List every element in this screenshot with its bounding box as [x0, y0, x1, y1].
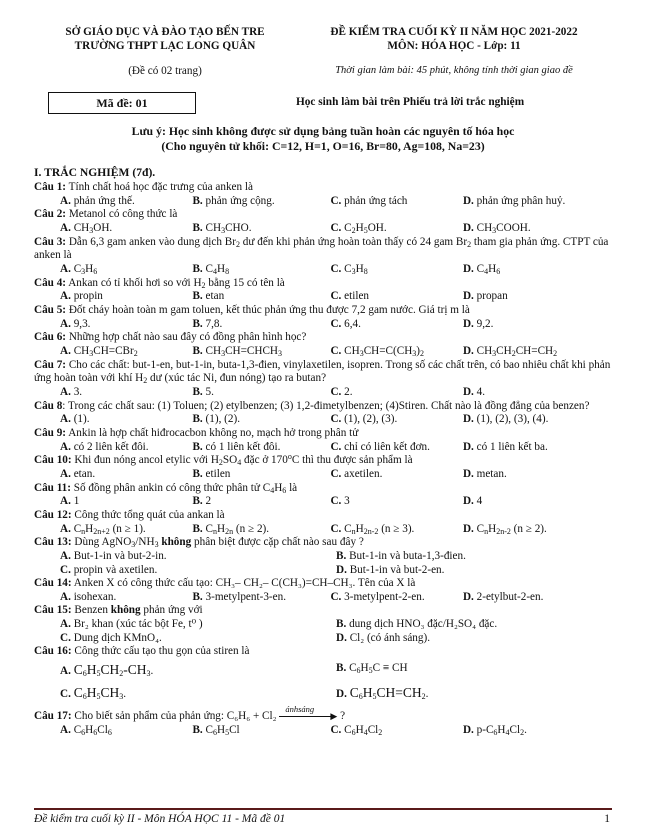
question-14: Câu 14: Anken X có công thức cấu tạo: CH₃– CH₂– C(CH₃)=CH–CH₃. Tên của X là	[34, 577, 416, 590]
option-a: A. Br₂ khan (xúc tác bột Fe, t⁰ )	[60, 618, 203, 631]
option-b: B. $C_6H_5Cl$	[192, 724, 240, 738]
option-d: D. $p-C_6H_4Cl_2$.	[462, 724, 527, 738]
option-a: A. $C_6H_6Cl_6$	[60, 724, 112, 738]
option-c: C. $C_2H_5OH$.	[330, 222, 387, 236]
option-b: B. 5.	[192, 385, 214, 398]
options-5	[34, 318, 612, 332]
question-list	[34, 166, 612, 738]
option-d: D. 4	[462, 495, 483, 508]
question-1: Câu 1: Tính chất hoá học đặc trưng của anken là	[34, 181, 253, 194]
time-allowed: Thời gian làm bài: 45 phút, không tính thời gian giao đề	[335, 65, 573, 77]
options-8	[34, 413, 612, 427]
option-b: B. But-1-in và buta-1,3-đien.	[336, 549, 466, 562]
option-a: A. isohexan.	[60, 590, 117, 603]
question-11: Câu 11: Số đồng phân ankin có công thức phân tử $C_4H_6$ là	[34, 481, 298, 495]
option-a: A. $CH_3CH=CBr_2$	[60, 345, 138, 359]
warning-line-1: Lưu ý: Học sinh không được sử dụng bảng tuần hoàn các nguyên tố hóa học	[131, 124, 515, 138]
question-2: Câu 2: Metanol có công thức là	[34, 208, 178, 221]
question-9: Câu 9: Ankin là hợp chất hiđrocacbon không no, mạch hở trong phân tử	[34, 426, 359, 439]
option-d: D. 9,2.	[462, 317, 494, 330]
options-14	[34, 591, 612, 605]
page-count: (Đề có 02 trang)	[128, 65, 202, 78]
question-12: Câu 12: Công thức tổng quát của ankan là	[34, 508, 225, 521]
options-16	[34, 662, 612, 679]
option-c: C. $C_3H_8$	[330, 263, 368, 277]
option-d: D. Cl₂ (có ánh sáng).	[336, 631, 431, 644]
question-15: Câu 15: Benzen không phản ứng với	[34, 604, 203, 617]
option-c: C. Dung dịch KMnO₄.	[60, 631, 162, 644]
question-5: Câu 5: Đốt cháy hoàn toàn m gam toluen, kết thúc phản ứng thu được 7,2 gam nước. Giá trị m là	[34, 304, 470, 317]
option-d: D. metan.	[462, 467, 507, 480]
school-block	[34, 26, 296, 79]
warning-line-2: (Cho nguyên tử khối: C=12, H=1, O=16, Br=80, Ag=108, Na=23)	[161, 139, 485, 154]
option-d: D. có 1 liên kết ba.	[462, 440, 548, 453]
question-7: Câu 7: Cho các chất: but-1-en, but-1-in, buta-1,3-đien, vinylaxetilen, isopren. Trong số các chất trên, có bao nhiêu chất khi phản ứng hoàn toàn với khí $H_2$ dư (xúc tác Ni, đun nóng) tạo ra butan?	[34, 358, 611, 386]
option-d: D. $C_4H_6$	[462, 263, 501, 277]
option-d: D. $CH_3CH_2CH=CH_2$	[462, 345, 558, 359]
question-4: Câu 4: Ankan có tỉ khối hơi so với $H_2$ bằng 15 có tên là	[34, 276, 285, 290]
option-c: C. axetilen.	[330, 467, 383, 480]
option-c: C. 3	[330, 495, 350, 508]
exam-title-block	[296, 26, 612, 78]
options-3	[34, 263, 612, 277]
question-13: Câu 13: Dùng $AgNO_3/NH_3$ không phân biệt được cặp chất nào sau đây ?	[34, 536, 364, 550]
option-b: B. $C_nH_{2n}$ (n ≥ 2).	[192, 522, 270, 536]
warning-note	[0, 124, 646, 155]
option-a: A. (1).	[60, 413, 90, 426]
option-a: A. $CH_3OH$.	[60, 222, 113, 236]
option-c: C. $C_6H_4Cl_2$	[330, 724, 383, 738]
option-c: C. propin và axetilen.	[60, 563, 158, 576]
option-b: B. (1), (2).	[192, 413, 241, 426]
exam-header	[34, 26, 612, 86]
option-b: B. có 1 liên kết đôi.	[192, 440, 281, 453]
option-d: D. 4.	[462, 385, 486, 398]
footer-divider	[34, 808, 612, 810]
option-d: D. 2-etylbut-2-en.	[462, 590, 544, 603]
option-a: A. 1	[60, 495, 80, 508]
option-a: A. $C_nH_{2n+2}$ (n ≥ 1).	[60, 522, 146, 536]
options-4	[34, 290, 612, 304]
option-a: A. etan.	[60, 467, 96, 480]
option-c: C. chỉ có liên kết đơn.	[330, 440, 430, 453]
options-13b	[34, 564, 612, 578]
option-b: B. $C_4H_8$	[192, 263, 230, 277]
department-name: SỞ GIÁO DỤC VÀ ĐÀO TẠO BẾN TRE	[65, 26, 265, 38]
option-a: A. 9,3.	[60, 317, 91, 330]
options-1	[34, 195, 612, 209]
option-a: A. $C_3H_6$	[60, 263, 98, 277]
option-a: A. 3.	[60, 385, 83, 398]
option-b: B. dung dịch HNO₃ đặc/H₂SO₄ đặc.	[336, 618, 498, 631]
option-b: B. phản ứng cộng.	[192, 194, 275, 207]
footer-text: Đề kiểm tra cuối kỳ II - Môn HÓA HỌC 11 - Mã đề 01	[34, 813, 286, 825]
section-title: I. TRẮC NGHIỆM (7đ).	[34, 166, 156, 179]
option-c: C. $CH_3CH=C(CH_3)_2$	[330, 345, 425, 359]
option-a: A. But-1-in và but-2-in.	[60, 549, 167, 562]
page-number: 1	[604, 813, 610, 825]
option-b: B. etilen	[192, 467, 231, 480]
option-b: B. 7,8.	[192, 317, 223, 330]
option-d: D. $C_6H_5CH=CH_2$.	[336, 684, 429, 701]
subject: MÔN: HÓA HỌC - Lớp: 11	[387, 39, 521, 52]
options-12	[34, 523, 612, 537]
options-13	[34, 550, 612, 564]
school-name: TRƯỜNG THPT LẠC LONG QUÂN	[74, 39, 256, 52]
option-b: B. 3-metylpent-3-en.	[192, 590, 286, 603]
options-2	[34, 222, 612, 236]
answer-sheet-note: Học sinh làm bài trên Phiếu trả lời trắc nghiệm	[296, 96, 525, 108]
option-d: D. But-1-in và but-2-en.	[336, 563, 445, 576]
option-c: C. phản ứng tách	[330, 194, 408, 207]
option-b: B. $CH_3CHO$.	[192, 222, 252, 236]
option-c: C. etilen	[330, 290, 370, 303]
question-10: Câu 10: Khi đun nóng ancol etylic với $H_2SO_4$ đặc ở 170$^o$C thì thu được sản phẩm là	[34, 452, 413, 468]
options-6	[34, 345, 612, 359]
option-c: C. 6,4.	[330, 317, 361, 330]
question-3: Câu 3: Dẫn 6,3 gam anken vào dung dịch $Br_2$ dư đến khi phản ứng hoàn toàn thấy có 24 gam $Br_2$ tham gia phản ứng. CTPT của anken là	[34, 235, 609, 262]
options-15	[34, 618, 612, 632]
option-b: B. 2	[192, 495, 212, 508]
exam-title: ĐỀ KIỂM TRA CUỐI KỲ II NĂM HỌC 2021-2022	[330, 26, 578, 38]
options-11	[34, 495, 612, 509]
options-15b	[34, 632, 612, 646]
option-c: C. $C_nH_{2n-2}$ (n ≥ 3).	[330, 522, 415, 536]
options-17	[34, 724, 612, 738]
option-a: A. $C_6H_5CH_2-CH_3$.	[60, 662, 154, 679]
option-b: B. $CH_3CH=CHCH_3$	[192, 345, 283, 359]
option-a: A. propin	[60, 290, 103, 303]
option-b: B. etan	[192, 290, 225, 303]
option-a: A. có 2 liên kết đôi.	[60, 440, 149, 453]
options-7	[34, 386, 612, 400]
question-6: Câu 6: Những hợp chất nào sau đây có đồng phân hình học?	[34, 331, 307, 344]
option-c: C. $C_6H_5CH_3$.	[60, 684, 127, 701]
options-9	[34, 441, 612, 455]
option-d: D. $CH_3COOH$.	[462, 222, 531, 236]
option-c: C. 2.	[330, 385, 353, 398]
question-8: Câu 8: Trong các chất sau: (1) Toluen; (2) etylbenzen; (3) 1,2-đimetylbenzen; (4)Stiren. Chất nào là đồng đẳng của benzen?	[34, 399, 590, 412]
option-a: A. phản ứng thế.	[60, 194, 135, 207]
option-b: B. $C_6H_5C$ ≡ CH	[336, 662, 408, 676]
question-16: Câu 16: Công thức cấu tạo thu gọn của stiren là	[34, 645, 250, 658]
option-d: D. propan	[462, 290, 508, 303]
question-17: Câu 17: Cho biết sản phẩm của phản ứng: C₆H₆ + Cl₂ ánhsáng ▶ ?	[34, 704, 346, 723]
options-10	[34, 468, 612, 482]
reaction-arrow-icon: ánhsáng ▶	[279, 709, 337, 721]
option-d: D. (1), (2), (3), (4).	[462, 413, 549, 426]
option-d: D. $C_nH_{2n-2}$ (n ≥ 2).	[462, 522, 547, 536]
option-c: C. 3-metylpent-2-en.	[330, 590, 425, 603]
option-c: C. (1), (2), (3).	[330, 413, 398, 426]
options-16b	[34, 685, 612, 702]
option-d: D. phản ứng phân huỷ.	[462, 194, 566, 207]
exam-code-box: Mã đề: 01	[48, 92, 196, 114]
